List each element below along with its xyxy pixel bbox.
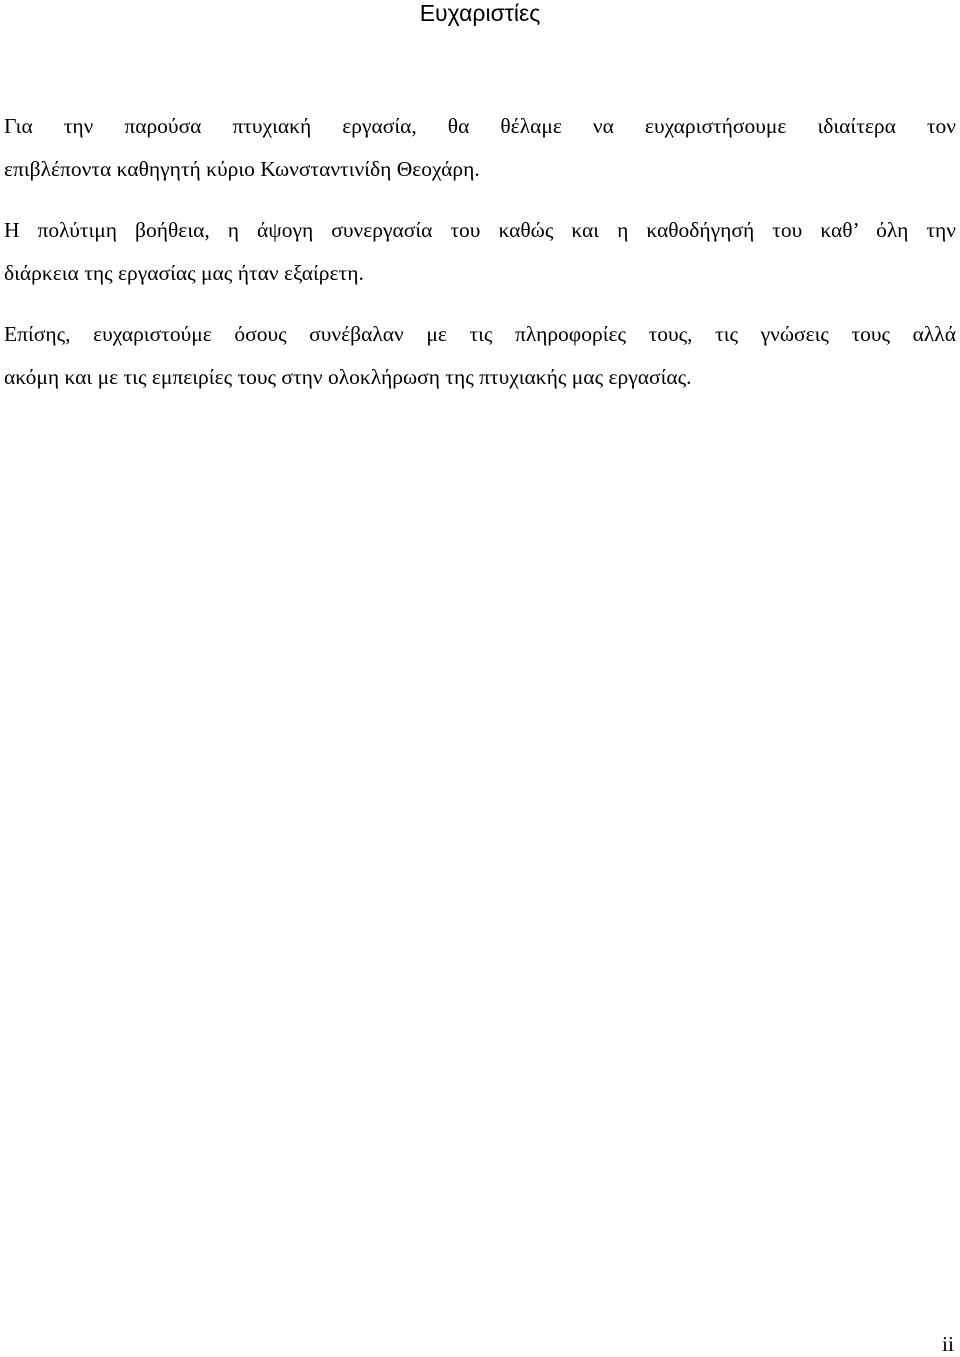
paragraph-line: διάρκεια της εργασίας μας ήταν εξαίρετη.	[4, 261, 364, 285]
page-title: Ευχαριστίες	[419, 0, 541, 26]
paragraph-line: Η πολύτιμη βοήθεια, η άψογη συνεργασία του καθώς και η καθοδήγησή του καθ’ όλη την	[4, 218, 956, 242]
paragraph-line: Για την παρούσα πτυχιακή εργασία, θα θέλαμε να ευχαριστήσουμε ιδιαίτερα τον	[4, 114, 956, 138]
paragraph-line: Επίσης, ευχαριστούμε όσους συνέβαλαν με τις πληροφορίες τους, τις γνώσεις τους αλλά	[4, 322, 956, 346]
page-number: ii	[942, 1332, 954, 1356]
acknowledgment-paragraph-2	[4, 209, 956, 295]
acknowledgment-paragraph-1	[4, 105, 956, 191]
acknowledgment-paragraph-3	[4, 313, 956, 399]
paragraph-line: επιβλέποντα καθηγητή κύριο Κωνσταντινίδη Θεοχάρη.	[4, 157, 480, 181]
paragraph-line: ακόμη και με τις εμπειρίες τους στην ολοκλήρωση της πτυχιακής μας εργασίας.	[4, 365, 692, 389]
